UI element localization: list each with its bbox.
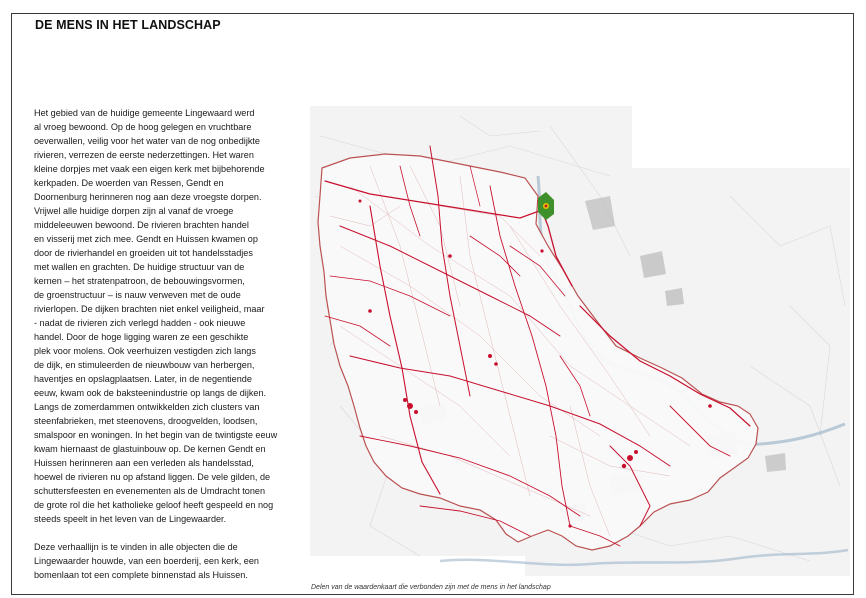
text-line: Deze verhaallijn is te vinden in alle objecten die de <box>34 542 238 552</box>
text-line: bomenlaan tot een complete binnenstad als Huissen. <box>34 570 248 580</box>
text-line: rivierlopen. De dijken brachten niet enkel veiligheid, maar <box>34 304 265 314</box>
text-line: schuttersfeesten en evenementen als de Umdracht tonen <box>34 486 266 496</box>
text-line: Langs de zomerdammen ontwikkelden zich clusters van <box>34 402 260 412</box>
text-line: door de rivierhandel en groeiden uit tot handelsstadjes <box>34 248 253 258</box>
text-line: handel. Door de hoge ligging waren ze een geschikte <box>34 332 249 342</box>
red-marker <box>545 205 548 208</box>
text-line: Doornenburg herinneren nog aan deze vroegste dorpen. <box>34 192 262 202</box>
text-line: met wallen en grachten. De huidige structuur van de <box>34 262 245 272</box>
text-line: al vroeg bewoond. Op de hoog gelegen en vruchtbare <box>34 122 252 132</box>
text-line: Huissen herinneren aan een verleden als handelsstad, <box>34 458 254 468</box>
text-line: plek voor molens. Ook veerhuizen vestigden zich langs <box>34 346 256 356</box>
text-line: steenfabrieken, met steenovens, droogvelden, loodsen, <box>34 416 258 426</box>
text-line: de grote rol die het katholieke geloof heeft gespeeld en nog <box>34 500 274 510</box>
text-line: Vrijwel alle huidige dorpen zijn al vanaf de vroege <box>34 206 234 216</box>
text-line: rivieren, verrezen de eerste nederzettingen. Het waren <box>34 150 254 160</box>
text-line: de dijk, en stimuleerden de nieuwbouw van herbergen, <box>34 360 255 370</box>
text-line: de groenstructuur – is nauw verweven met de oude <box>34 290 241 300</box>
text-line: kwam hiernaast de glastuinbouw op. De kernen Gendt en <box>34 444 266 454</box>
page-title: DE MENS IN HET LANDSCHAP <box>35 18 221 32</box>
text-line: haventjes en opslagplaatsen. Later, in de negentiende <box>34 374 252 384</box>
text-line: - nadat de rivieren zich verlegd hadden - ook nieuwe <box>34 318 246 328</box>
text-line: eeuw, kwam ook de baksteenindustrie op langs de dijken. <box>34 388 267 398</box>
text-line: kleine dorpjes met vaak een eigen kerk met bijbehorende <box>34 164 265 174</box>
paragraph-gap <box>34 526 312 540</box>
text-line: steeds speelt in het leven van de Lingewaarder. <box>34 514 227 524</box>
text-line: Het gebied van de huidige gemeente Lingewaard werd <box>34 108 255 118</box>
map-caption: Delen van de waardenkaart die verbonden zijn met de mens in het landschap <box>311 584 551 591</box>
landscape-map <box>310 106 850 576</box>
text-line: Lingewaarder houwde, van een boerderij, een kerk, een <box>34 556 259 566</box>
text-line: middeleeuwen bewoond. De rivieren brachten handel <box>34 220 249 230</box>
text-line: smalspoor en woningen. In het begin van de twintigste eeuw <box>34 430 278 440</box>
text-line: kernen – het stratenpatroon, de bebouwingsvormen, <box>34 276 245 286</box>
text-line: hoewel de rivieren nu op afstand liggen. De vele gilden, de <box>34 472 271 482</box>
text-line: kerkpaden. De woerden van Ressen, Gendt en <box>34 178 224 188</box>
text-line: oeverwallen, veilig voor het water van de nog onbedijkte <box>34 136 260 146</box>
text-line: en visserij met zich mee. Gendt en Huissen kwamen op <box>34 234 258 244</box>
body-text <box>34 106 312 582</box>
